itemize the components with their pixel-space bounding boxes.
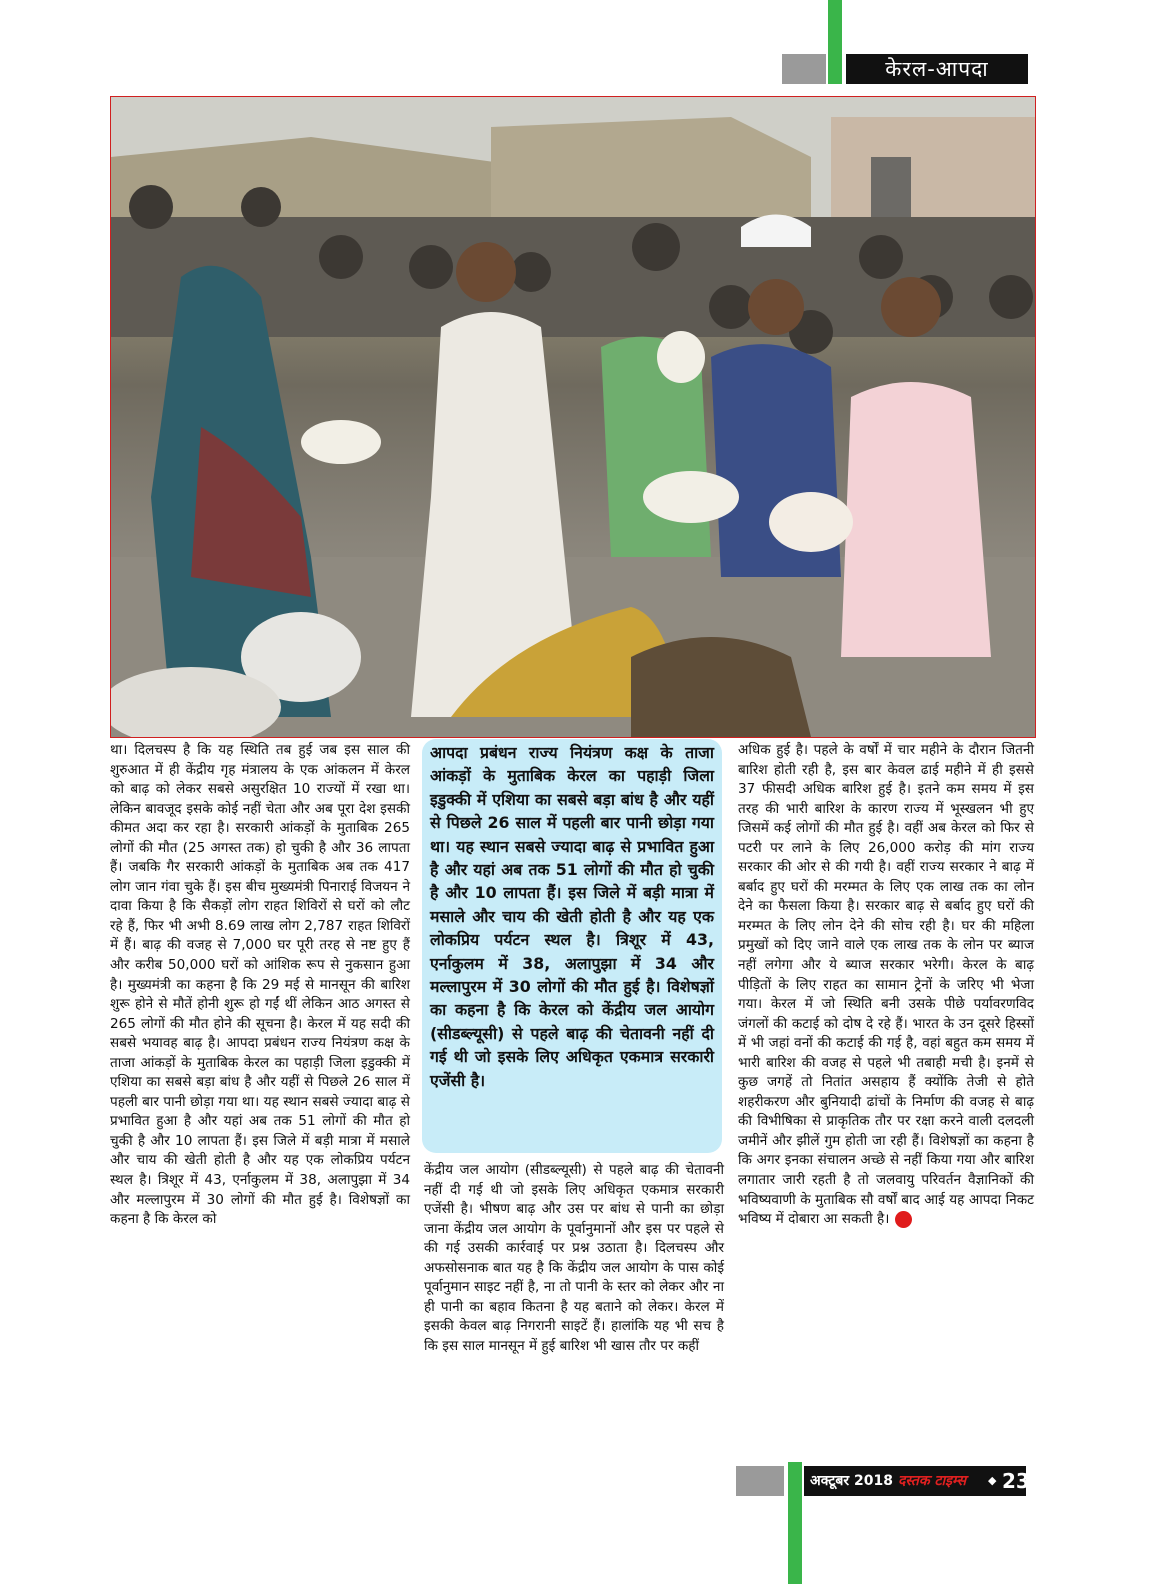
footer-accent-bar [788, 1462, 802, 1584]
issue-date: अक्टूबर 2018 [810, 1473, 893, 1489]
header-accent-bar [828, 0, 842, 84]
section-title: केरल-आपदा [846, 54, 1028, 84]
footer-grey-block [736, 1466, 784, 1496]
magazine-name: दस्तक टाइम्स [898, 1473, 967, 1489]
end-of-article-icon [895, 1211, 912, 1228]
page-number: 23 [1002, 1469, 1030, 1493]
article-column-1: था। दिलचस्प है कि यह स्थिति तब हुई जब इस साल की शुरुआत में ही केंद्रीय गृह मंत्रालय के एक आंकलन में केरल को बाढ़ को लेकर सबसे असुरक्षित 10 राज्यों में रखा था। लेकिन बावजूद इसके कोई नहीं चेता और अब पूरा देश इसकी कीमत अदा कर रहा है। सरकारी आंकड़ों के मुताबिक 265 लोगों की मौत (25 अगस्त तक) हो चुकी है और 36 लापता हैं। जबकि गैर सरकारी आंकड़ों के मुताबिक अब तक 417 लोग जान गंवा चुके हैं। इस बीच मुख्यमंत्री पिनाराई विजयन ने दावा किया है कि सैकड़ों लोग राहत शिविरों से घरों को लौट रहे हैं, फिर भी अभी 8.69 लाख लोग 2,787 राहत शिविरों में हैं। बाढ़ की वजह से 7,000 घर पूरी तरह से नष्ट हुए हैं और करीब 50,000 घरों को आंशिक रूप से नुकसान हुआ है। मुख्यमंत्री का कहना है कि 29 मई से मानसून की बारिश शुरू होने से मौतें होनी शुरू हो गईं थीं लेकिन आठ अगस्त से 265 लोगों की मौत होने की सूचना है। केरल में यह सदी की सबसे भयावह बाढ़ है। आपदा प्रबंधन राज्य नियंत्रण कक्ष के ताजा आंकड़ों के मुताबिक केरल का पहाड़ी जिला इडुक्की में एशिया का सबसे बड़ा बांध है और यहीं से पिछले 26 साल में पहली बार पानी छोड़ा गया था। यह स्थान सबसे ज्यादा बाढ़ से प्रभावित हुआ है और यहां अब तक 51 लोगों की मौत हो चुकी है और 10 लापता हैं। इस जिले में बड़ी मात्रा में मसाले और चाय की खेती होती है और यह एक लोकप्रिय पर्यटन स्थल है। त्रिशूर में 43, एर्नाकुलम में 38, अलापुझा में 34 और मल्लापुरम में 30 लोगों की मौत हुई है। विशेषज्ञों का कहना है कि केरल को [110, 742, 410, 1228]
footer-bar [804, 1466, 1030, 1496]
relief-distribution-photo [110, 96, 1036, 738]
photo-illustration [111, 97, 1035, 737]
article-column-2: केंद्रीय जल आयोग (सीडब्ल्यूसी) से पहले बाढ़ की चेतावनी नहीं दी गई थी जो इसके लिए अधिकृत एकमात्र सरकारी एजेंसी है। भीषण बाढ़ और उस पर बांध से पानी का छोड़ा जाना केंद्रीय जल आयोग के पूर्वानुमानों और इस पर पहले से की गई उसकी कार्रवाई पर प्रश्न उठाता है। दिलचस्प और अफसोसनाक बात यह है कि केंद्रीय जल आयोग के पास कोई पूर्वानुमान साइट नहीं है, ना तो पानी के स्तर को लेकर और ना ही पानी का बहाव कितना है यह बताने को लेकर। केरल में इसकी केवल बाढ़ निगरानी साइटें हैं। हालांकि यह भी सच है कि इस साल मानसून में हुई बारिश भी खास तौर पर कहीं [424, 1162, 724, 1354]
footer-separator: ◆ [988, 1474, 997, 1487]
header-grey-block [782, 54, 826, 84]
pull-quote: आपदा प्रबंधन राज्य नियंत्रण कक्ष के ताजा आंकड़ों के मुताबिक केरल का पहाड़ी जिला इडुक्की में एशिया का सबसे बड़ा बांध है और यहीं से पिछले 26 साल में पहली बार पानी छोड़ा गया था। यह स्थान सबसे ज्यादा बाढ़ से प्रभावित हुआ है और यहां अब तक 51 लोगों की मौत हो चुकी है और 10 लापता हैं। इस जिले में बड़ी मात्रा में मसाले और चाय की खेती होती है और यह एक लोकप्रिय पर्यटन स्थल है। त्रिशूर में 43, एर्नाकुलम में 38, अलापुझा में 34 और मल्लापुरम में 30 लोगों की मौत हुई है। विशेषज्ञों का कहना है कि केरल को केंद्रीय जल आयोग (सीडब्ल्यूसी) से पहले बाढ़ की चेतावनी नहीं दी गई थी जो इसके लिए अधिकृत एकमात्र सरकारी एजेंसी है। [422, 739, 722, 1153]
article-column-3-text: अधिक हुई है। पहले के वर्षों में चार महीने के दौरान जितनी बारिश होती रही है, इस बार केवल ढाई महीने में ही इससे 37 फीसदी अधिक बारिश हुई है। इतने कम समय में इस तरह की भारी बारिश के कारण राज्य में भूस्खलन भी हुए जिसमें कई लोगों की मौत हुई है। वहीं अब केरल को फिर से पटरी पर लाने के लिए 26,000 करोड़ की मांग राज्य सरकार की ओर से की गयी है। वहीं राज्य सरकार ने बाढ़ में बर्बाद हुए घरों की मरम्मत के लिए एक लाख तक का लोन देने का फैसला किया है। सरकार बाढ़ से बर्बाद हुए घरों की मरम्मत के लिए लोन देने की सोच रही है। घर की महिला प्रमुखों को दिए जाने वाले एक लाख तक के लोन पर ब्याज नहीं लगेगा और ये ब्याज सरकार भरेगी। केरल के बाढ़ पीड़ितों के लिए राहत का सामान ट्रेनों के जरिए भी भेजा गया। केरल में जो स्थिति बनी उसके पीछे पर्यावरणविद जंगलों की कटाई को दोष दे रहे हैं। भारत के उन दूसरे हिस्सों में भी जहां वनों की कटाई की गई है, वहां बहुत कम समय में भारी बारिश की वजह से पहले भी तबाही मची है। इनमें से कुछ जगहें तो नितांत असहाय हैं क्योंकि तेजी से होते शहरीकरण और बुनियादी ढांचों के निर्माण की वजह से बाढ़ की विभीषिका से प्राकृतिक तौर पर रक्षा करने वाली दलदली जमीनें और झीलें गुम होती जा रही हैं। विशेषज्ञों का कहना है कि अगर इनका संचालन अच्छे से नहीं किया गया और बारिश लगातार जारी रहती है तो जलवायु परिवर्तन वैज्ञानिकों की भविष्यवाणी के मुताबिक सौ वर्षों बाद आई यह आपदा निकट भविष्य में दोबारा आ सकती है। [738, 742, 1034, 1228]
article-column-3 [738, 741, 1034, 1230]
